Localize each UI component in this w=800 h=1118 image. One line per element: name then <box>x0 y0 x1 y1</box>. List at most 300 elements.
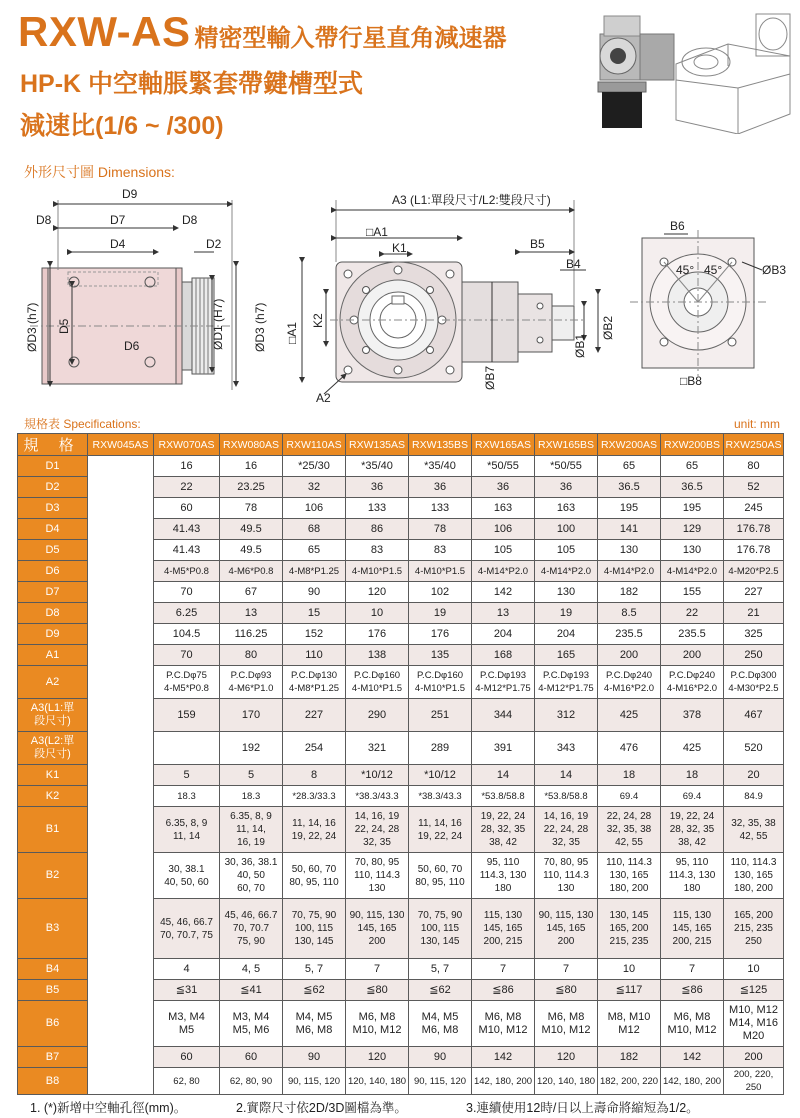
table-cell: 251 <box>409 699 472 732</box>
table-cell: 290 <box>346 699 409 732</box>
row-label: D5 <box>18 540 88 561</box>
table-cell: 70, 75, 90 100, 115 130, 145 <box>283 899 346 959</box>
table-cell: 4, 5 <box>220 959 283 980</box>
table-cell: 130 <box>598 540 661 561</box>
table-cell: 110, 114.3 130, 165 180, 200 <box>724 853 784 899</box>
table-cell: 52 <box>724 477 784 498</box>
table-cell: 5, 7 <box>409 959 472 980</box>
table-cell: 8.5 <box>598 603 661 624</box>
table-cell: M4, M5 M6, M8 <box>283 1001 346 1047</box>
table-cell: ≦117 <box>598 980 661 1001</box>
table-cell: ≦62 <box>283 980 346 1001</box>
table-cell: M3, M4 M5, M6 <box>220 1001 283 1047</box>
label-d4: D4 <box>110 237 126 251</box>
table-cell: 70 <box>154 582 220 603</box>
table-cell: *53.8/58.8 <box>472 786 535 807</box>
row-label: D4 <box>18 519 88 540</box>
table-cell: *53.8/58.8 <box>535 786 598 807</box>
table-cell: 62, 80, 90 <box>220 1068 283 1095</box>
table-cell: 378 <box>661 699 724 732</box>
subtitle-type: HP-K 中空軸脹緊套帶鍵槽型式 <box>20 70 364 98</box>
label-b4: B4 <box>566 257 581 271</box>
table-cell: 343 <box>535 732 598 765</box>
label-b3: ØB3 <box>762 263 787 277</box>
table-cell: 78 <box>220 498 283 519</box>
table-cell: 90 <box>283 582 346 603</box>
table-cell: 163 <box>535 498 598 519</box>
row-label: D2 <box>18 477 88 498</box>
table-cell: 19 <box>409 603 472 624</box>
table-cell: ≦80 <box>346 980 409 1001</box>
table-cell: 90, 115, 120 <box>409 1068 472 1095</box>
table-cell: 65 <box>598 456 661 477</box>
table-cell: 168 <box>472 645 535 666</box>
table-cell: 4-M10*P1.5 <box>346 561 409 582</box>
table-cell: 195 <box>598 498 661 519</box>
table-cell: 250 <box>724 645 784 666</box>
table-cell: 289 <box>409 732 472 765</box>
table-cell: 95, 110 114.3, 130 180 <box>472 853 535 899</box>
table-cell: 41.43 <box>154 540 220 561</box>
table-cell: 32, 35, 38 42, 55 <box>724 807 784 853</box>
table-cell: 227 <box>724 582 784 603</box>
side-view <box>30 200 236 390</box>
table-cell: P.C.Dφ75 4-M5*P0.8 <box>154 666 220 699</box>
table-cell: 176 <box>346 624 409 645</box>
table-cell: 176.78 <box>724 540 784 561</box>
row-label: D3 <box>18 498 88 519</box>
table-cell: 69.4 <box>598 786 661 807</box>
label-d6: D6 <box>124 339 140 353</box>
table-cell: 10 <box>598 959 661 980</box>
label-angle-1: 45° <box>676 263 695 277</box>
row-label: D1 <box>18 456 88 477</box>
table-cell: 90 <box>283 1047 346 1068</box>
end-view <box>630 230 766 376</box>
table-cell: 68 <box>283 519 346 540</box>
table-cell: 165 <box>535 645 598 666</box>
dimension-drawing <box>0 180 800 410</box>
table-cell: *28.3/33.3 <box>283 786 346 807</box>
table-cell: 312 <box>535 699 598 732</box>
note-3: 3.連續使用12時/日以上壽命將縮短為1/2。 <box>466 1101 699 1115</box>
label-d9: D9 <box>122 187 138 201</box>
table-cell: 83 <box>409 540 472 561</box>
table-cell: 129 <box>661 519 724 540</box>
table-cell: 78 <box>409 519 472 540</box>
table-cell: 192 <box>220 732 283 765</box>
table-cell: 7 <box>661 959 724 980</box>
row-label: B3 <box>18 899 88 959</box>
label-d8: D8 <box>36 213 52 227</box>
row-label: K2 <box>18 786 88 807</box>
table-cell: 19, 22, 24 28, 32, 35 38, 42 <box>472 807 535 853</box>
table-cell: 204 <box>472 624 535 645</box>
row-label: A3(L2:單 段尺寸) <box>18 732 88 765</box>
table-cell: 4-M14*P2.0 <box>535 561 598 582</box>
table-cell: 70, 80, 95 110, 114.3 130 <box>535 853 598 899</box>
table-cell: 133 <box>346 498 409 519</box>
table-cell: 49.5 <box>220 540 283 561</box>
table-cell: 254 <box>283 732 346 765</box>
label-k1: K1 <box>392 241 407 255</box>
row-label: A2 <box>18 666 88 699</box>
table-cell: 155 <box>661 582 724 603</box>
table-cell: 60 <box>220 1047 283 1068</box>
table-cell: 4-M8*P1.25 <box>283 561 346 582</box>
table-cell: *38.3/43.3 <box>346 786 409 807</box>
column-header: RXW200AS <box>598 434 661 456</box>
table-cell: 7 <box>535 959 598 980</box>
table-cell: 83 <box>346 540 409 561</box>
table-cell: 65 <box>283 540 346 561</box>
table-cell: 90 <box>409 1047 472 1068</box>
row-label: B6 <box>18 1001 88 1047</box>
label-d8-right: D8 <box>182 213 198 227</box>
table-cell: *10/12 <box>409 765 472 786</box>
table-cell: 4-M6*P0.8 <box>220 561 283 582</box>
table-cell: 227 <box>283 699 346 732</box>
label-d1: ØD1 (H7) <box>211 298 225 350</box>
table-cell: 4-M10*P1.5 <box>409 561 472 582</box>
table-cell: 200 <box>661 645 724 666</box>
table-cell: 41.43 <box>154 519 220 540</box>
table-cell: 60 <box>154 1047 220 1068</box>
table-cell: 142, 180, 200 <box>472 1068 535 1095</box>
row-label: A3(L1:單 段尺寸) <box>18 699 88 732</box>
table-cell: 152 <box>283 624 346 645</box>
table-cell: 32 <box>283 477 346 498</box>
table-cell: 16 <box>154 456 220 477</box>
table-cell: 163 <box>472 498 535 519</box>
table-cell: 14, 16, 19 22, 24, 28 32, 35 <box>346 807 409 853</box>
label-d2: D2 <box>206 237 222 251</box>
note-2: 2.實際尺寸依2D/3D圖檔為準。 <box>236 1101 407 1115</box>
table-row <box>18 456 784 477</box>
label-b6: B6 <box>670 219 685 233</box>
table-cell: 7 <box>472 959 535 980</box>
table-cell: 467 <box>724 699 784 732</box>
row-label: K1 <box>18 765 88 786</box>
table-cell: 120 <box>346 582 409 603</box>
table-cell: *38.3/43.3 <box>409 786 472 807</box>
table-cell: 102 <box>409 582 472 603</box>
table-cell: ≦125 <box>724 980 784 1001</box>
row-label: B2 <box>18 853 88 899</box>
column-header: RXW250AS <box>724 434 784 456</box>
table-cell: 4-M14*P2.0 <box>472 561 535 582</box>
table-cell: 49.5 <box>220 519 283 540</box>
table-cell: 120 <box>346 1047 409 1068</box>
table-cell: *35/40 <box>409 456 472 477</box>
product-image <box>578 4 800 134</box>
table-cell: 4-M14*P2.0 <box>661 561 724 582</box>
table-cell: 165, 200 215, 235 250 <box>724 899 784 959</box>
table-cell: 18.3 <box>154 786 220 807</box>
table-cell: 476 <box>598 732 661 765</box>
table-cell: M8, M10 M12 <box>598 1001 661 1047</box>
table-cell: P.C.Dφ160 4-M10*P1.5 <box>346 666 409 699</box>
row-label: D6 <box>18 561 88 582</box>
table-cell: 22 <box>154 477 220 498</box>
row-label: B8 <box>18 1068 88 1095</box>
table-cell: *10/12 <box>346 765 409 786</box>
table-cell: 105 <box>472 540 535 561</box>
table-cell: 176.78 <box>724 519 784 540</box>
column-header: RXW070AS <box>154 434 220 456</box>
table-cell: 14, 16, 19 22, 24, 28 32, 35 <box>535 807 598 853</box>
column-header: RXW080AS <box>220 434 283 456</box>
table-cell: 235.5 <box>661 624 724 645</box>
table-cell: 170 <box>220 699 283 732</box>
table-cell: 20 <box>724 765 784 786</box>
table-cell: 36.5 <box>598 477 661 498</box>
table-cell: 67 <box>220 582 283 603</box>
table-cell: 6.35, 8, 9 11, 14 <box>154 807 220 853</box>
column-header: RXW165BS <box>535 434 598 456</box>
table-cell: 80 <box>220 645 283 666</box>
label-b1: ØB1 <box>573 333 587 358</box>
product-drawing-3d <box>676 14 790 134</box>
table-cell: 69.4 <box>661 786 724 807</box>
table-cell: 100 <box>535 519 598 540</box>
table-cell: 30, 38.1 40, 50, 60 <box>154 853 220 899</box>
table-cell: 104.5 <box>154 624 220 645</box>
table-cell: 182 <box>598 582 661 603</box>
title-line <box>18 8 506 60</box>
table-cell: 21 <box>724 603 784 624</box>
row-label: D8 <box>18 603 88 624</box>
table-cell: 14 <box>472 765 535 786</box>
table-cell: *25/30 <box>283 456 346 477</box>
table-cell: 8 <box>283 765 346 786</box>
table-cell: 23.25 <box>220 477 283 498</box>
label-b2: ØB2 <box>601 315 615 340</box>
table-corner-header: 規 格 <box>18 434 88 456</box>
table-cell: 36 <box>535 477 598 498</box>
table-cell: 115, 130 145, 165 200, 215 <box>472 899 535 959</box>
table-cell: 4 <box>154 959 220 980</box>
table-cell: 16 <box>220 456 283 477</box>
table-cell: 159 <box>154 699 220 732</box>
footnotes <box>30 1098 699 1116</box>
table-cell: 36 <box>346 477 409 498</box>
table-cell: 391 <box>472 732 535 765</box>
label-b7: ØB7 <box>483 365 497 390</box>
table-cell: 4-M5*P0.8 <box>154 561 220 582</box>
table-cell: 182 <box>598 1047 661 1068</box>
table-cell: 142 <box>472 1047 535 1068</box>
table-cell: ≦31 <box>154 980 220 1001</box>
table-cell: 425 <box>598 699 661 732</box>
table-cell: 50, 60, 70 80, 95, 110 <box>283 853 346 899</box>
table-cell: 86 <box>346 519 409 540</box>
label-d3-left: ØD3 (h7) <box>25 302 39 352</box>
table-cell: P.C.Dφ130 4-M8*P1.25 <box>283 666 346 699</box>
table-cell: 120, 140, 180 <box>535 1068 598 1095</box>
table-cell: 116.25 <box>220 624 283 645</box>
table-cell: 84.9 <box>724 786 784 807</box>
table-cell: 90, 115, 130 145, 165 200 <box>346 899 409 959</box>
row-label: D9 <box>18 624 88 645</box>
table-cell: 142 <box>472 582 535 603</box>
table-cell: 142 <box>661 1047 724 1068</box>
table-cell: 65 <box>661 456 724 477</box>
table-cell: 321 <box>346 732 409 765</box>
table-cell: 200 <box>724 1047 784 1068</box>
label-d7: D7 <box>110 213 126 227</box>
table-cell: 133 <box>409 498 472 519</box>
table-cell: 70 <box>154 645 220 666</box>
table-cell: P.C.Dφ240 4-M16*P2.0 <box>661 666 724 699</box>
table-cell: 130 <box>661 540 724 561</box>
table-cell: 70, 80, 95 110, 114.3 130 <box>346 853 409 899</box>
table-cell: *35/40 <box>346 456 409 477</box>
label-angle-2: 45° <box>704 263 723 277</box>
table-cell: 90, 115, 120 <box>283 1068 346 1095</box>
table-cell: 120 <box>535 1047 598 1068</box>
table-cell: 90, 115, 130 145, 165 200 <box>535 899 598 959</box>
row-label: D7 <box>18 582 88 603</box>
table-cell: ≦86 <box>661 980 724 1001</box>
table-cell: 182, 200, 220 <box>598 1068 661 1095</box>
rxw045as-empty-column <box>88 456 154 1095</box>
row-label: B1 <box>18 807 88 853</box>
row-label: B7 <box>18 1047 88 1068</box>
label-b8: □B8 <box>680 374 702 388</box>
label-d3-right: ØD3 (h7) <box>253 302 267 352</box>
table-cell: 45, 46, 66.7 70, 70.7, 75 <box>154 899 220 959</box>
table-cell: 5 <box>220 765 283 786</box>
table-cell: 22, 24, 28 32, 35, 38 42, 55 <box>598 807 661 853</box>
table-cell: P.C.Dφ193 4-M12*P1.75 <box>535 666 598 699</box>
table-cell: M4, M5 M6, M8 <box>409 1001 472 1047</box>
column-header: RXW045AS <box>88 434 154 456</box>
table-cell: 36.5 <box>661 477 724 498</box>
spec-table <box>17 433 784 1095</box>
table-cell: 235.5 <box>598 624 661 645</box>
table-cell: *50/55 <box>472 456 535 477</box>
table-cell: ≦62 <box>409 980 472 1001</box>
table-cell: 138 <box>346 645 409 666</box>
table-cell: 115, 130 145, 165 200, 215 <box>661 899 724 959</box>
table-cell: P.C.Dφ93 4-M6*P1.0 <box>220 666 283 699</box>
table-cell: 204 <box>535 624 598 645</box>
table-cell: 5, 7 <box>283 959 346 980</box>
table-cell: 4-M14*P2.0 <box>598 561 661 582</box>
table-cell: 18 <box>598 765 661 786</box>
table-cell: 18.3 <box>220 786 283 807</box>
model-tag: 精密型 <box>194 25 267 52</box>
table-cell: 6.35, 8, 9 11, 14, 16, 19 <box>220 807 283 853</box>
table-cell: 105 <box>535 540 598 561</box>
table-cell: 22 <box>661 603 724 624</box>
table-cell: 195 <box>661 498 724 519</box>
table-cell: 18 <box>661 765 724 786</box>
front-view <box>302 200 598 394</box>
table-cell: 45, 46, 66.7 70, 70.7 75, 90 <box>220 899 283 959</box>
table-cell: M10, M12 M14, M16 M20 <box>724 1001 784 1047</box>
table-cell: 520 <box>724 732 784 765</box>
table-cell: 135 <box>409 645 472 666</box>
table-cell: 142, 180, 200 <box>661 1068 724 1095</box>
table-cell: 7 <box>346 959 409 980</box>
table-cell: 62, 80 <box>154 1068 220 1095</box>
label-a2: A2 <box>316 391 331 405</box>
table-cell: 10 <box>724 959 784 980</box>
table-cell: 141 <box>598 519 661 540</box>
row-label: B4 <box>18 959 88 980</box>
table-cell: 19 <box>535 603 598 624</box>
table-cell: *50/55 <box>535 456 598 477</box>
table-cell <box>154 732 220 765</box>
table-cell: 245 <box>724 498 784 519</box>
row-label: B5 <box>18 980 88 1001</box>
table-cell: 11, 14, 16 19, 22, 24 <box>283 807 346 853</box>
table-cell: 106 <box>283 498 346 519</box>
table-cell: P.C.Dφ300 4-M30*P2.5 <box>724 666 784 699</box>
product-photo-gearbox <box>598 16 674 128</box>
label-b5: B5 <box>530 237 545 251</box>
table-cell: 176 <box>409 624 472 645</box>
table-cell: 13 <box>220 603 283 624</box>
table-cell: 325 <box>724 624 784 645</box>
column-header: RXW135BS <box>409 434 472 456</box>
label-a3: A3 (L1:單段尺寸/L2:雙段尺寸) <box>392 193 551 207</box>
note-1: 1. (*)新增中空軸孔徑(mm)。 <box>30 1101 187 1115</box>
table-cell: 344 <box>472 699 535 732</box>
table-cell: 36 <box>409 477 472 498</box>
table-cell: 70, 75, 90 100, 115 130, 145 <box>409 899 472 959</box>
table-cell: 80 <box>724 456 784 477</box>
table-cell: P.C.Dφ193 4-M12*P1.75 <box>472 666 535 699</box>
table-cell: ≦86 <box>472 980 535 1001</box>
label-d5: D5 <box>57 318 71 334</box>
table-cell: M6, M8 M10, M12 <box>346 1001 409 1047</box>
table-cell: 4-M20*P2.5 <box>724 561 784 582</box>
table-header-row <box>18 434 784 456</box>
table-cell: ≦41 <box>220 980 283 1001</box>
dimensions-heading: 外形尺寸圖 Dimensions: <box>24 164 175 180</box>
table-cell: ≦80 <box>535 980 598 1001</box>
table-cell: 11, 14, 16 19, 22, 24 <box>409 807 472 853</box>
label-k2: K2 <box>311 313 325 328</box>
specifications-heading: 規格表 Specifications: <box>24 417 141 431</box>
table-cell: M6, M8 M10, M12 <box>535 1001 598 1047</box>
table-cell: M6, M8 M10, M12 <box>661 1001 724 1047</box>
table-cell: 30, 36, 38.1 40, 50 60, 70 <box>220 853 283 899</box>
table-cell: 60 <box>154 498 220 519</box>
table-cell: 6.25 <box>154 603 220 624</box>
table-cell: 425 <box>661 732 724 765</box>
table-cell: 14 <box>535 765 598 786</box>
column-header: RXW135AS <box>346 434 409 456</box>
table-cell: 110 <box>283 645 346 666</box>
table-cell: 110, 114.3 130, 165 180, 200 <box>598 853 661 899</box>
table-cell: 95, 110 114.3, 130 180 <box>661 853 724 899</box>
table-cell: 5 <box>154 765 220 786</box>
model-title: RXW-AS <box>18 8 191 55</box>
table-cell: 200, 220, 250 <box>724 1068 784 1095</box>
column-header: RXW165AS <box>472 434 535 456</box>
column-header: RXW200BS <box>661 434 724 456</box>
table-cell: 120, 140, 180 <box>346 1068 409 1095</box>
subtitle-ratio: 減速比(1/6 ~ /300) <box>20 112 224 140</box>
row-label: A1 <box>18 645 88 666</box>
label-a1-side: □A1 <box>285 322 299 344</box>
column-header: RXW110AS <box>283 434 346 456</box>
table-cell: P.C.Dφ240 4-M16*P2.0 <box>598 666 661 699</box>
